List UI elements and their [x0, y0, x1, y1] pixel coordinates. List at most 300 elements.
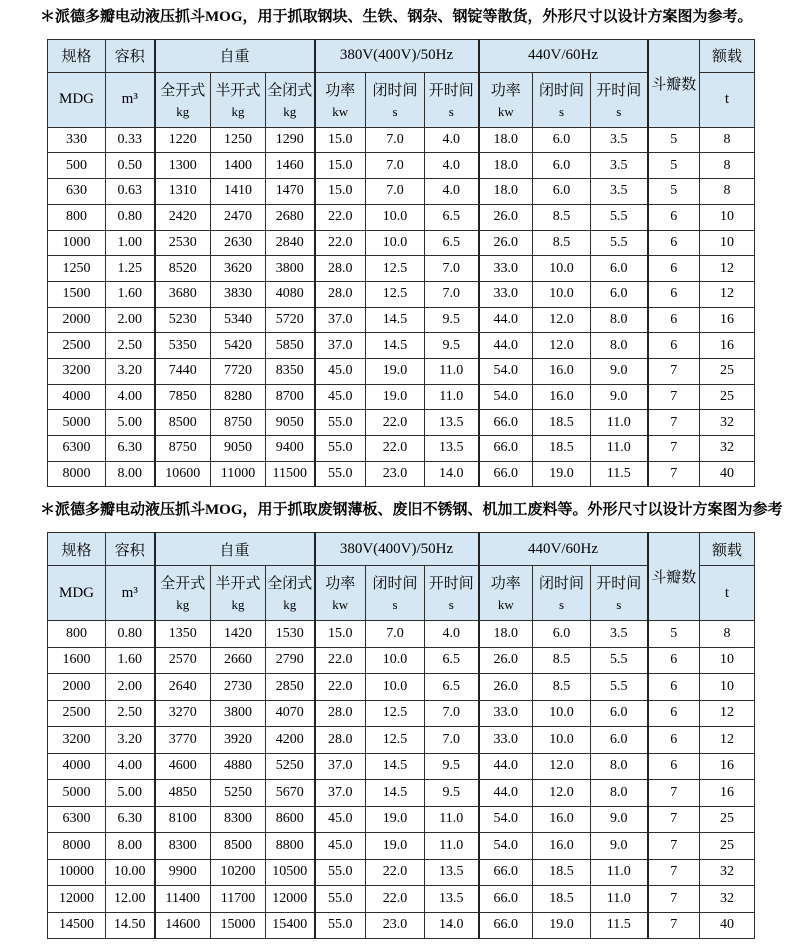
cell: 18.5 [533, 410, 591, 436]
cell: 22.0 [366, 859, 425, 886]
cell: 3.5 [591, 179, 648, 205]
cell: 12.0 [533, 753, 591, 780]
col-power-380 [315, 72, 366, 127]
cell: 11.0 [591, 410, 648, 436]
cell: 55.0 [315, 912, 366, 939]
cell: 5.5 [591, 204, 648, 230]
table1-header [48, 39, 755, 127]
cell: 4200 [266, 727, 315, 754]
cell: 500 [48, 153, 106, 179]
col-group-deadweight: 自重 [155, 39, 315, 72]
table-row [48, 436, 755, 462]
table1-caption: ＊派德多瓣电动液压抓斗MOG，用于抓取钢块、生铁、钢杂、钢锭等散货，外形尺寸以设计方案图为参考。 [40, 9, 753, 25]
cell: 6.0 [591, 727, 648, 754]
cell: 5850 [266, 333, 315, 359]
cell: 32 [700, 886, 755, 913]
cell: 7 [648, 886, 700, 913]
cell: 5340 [211, 307, 266, 333]
table-row [48, 806, 755, 833]
cell: 23.0 [366, 461, 425, 487]
cell: 2.00 [106, 307, 155, 333]
cell: 44.0 [479, 307, 533, 333]
cell: 8300 [155, 833, 211, 860]
cell: 5230 [155, 307, 211, 333]
cell: 6 [648, 647, 700, 674]
col-open-time-380-unit: s [448, 597, 454, 613]
cell: 7.0 [366, 153, 425, 179]
col-load-unit: t [700, 72, 755, 127]
col-petal-count: 斗瓣数 [648, 39, 700, 127]
cell: 8800 [266, 833, 315, 860]
cell: 14500 [48, 912, 106, 939]
col-close-time-440-unit: s [558, 597, 565, 613]
cell: 1310 [155, 179, 211, 205]
cell: 8.0 [591, 780, 648, 807]
table-row [48, 859, 755, 886]
cell: 18.0 [479, 127, 533, 153]
cell: 7 [648, 833, 700, 860]
table2-caption: ＊派德多瓣电动液压抓斗MOG，用于抓取废钢薄板、废旧不锈钢、机加工废料等。外形尺寸以设计方案图为参考 [40, 502, 783, 519]
table-row [48, 333, 755, 359]
cell: 28.0 [315, 281, 366, 307]
col-half-open-unit: kg [231, 104, 245, 120]
table-row [48, 153, 755, 179]
cell: 7.0 [366, 127, 425, 153]
cell: 12000 [48, 886, 106, 913]
col-rated-load: 额载 [700, 39, 755, 72]
cell: 8 [700, 127, 755, 153]
col-rated-load: 额载 [700, 533, 755, 566]
cell: 4000 [48, 753, 106, 780]
cell: 12.5 [366, 256, 425, 282]
cell: 6.5 [425, 647, 479, 674]
cell: 55.0 [315, 461, 366, 487]
cell: 5000 [48, 780, 106, 807]
col-capacity-unit: m³ [106, 566, 155, 621]
cell: 13.5 [425, 886, 479, 913]
cell: 13.5 [425, 410, 479, 436]
table-row [48, 674, 755, 701]
cell: 54.0 [479, 358, 533, 384]
cell: 8750 [155, 436, 211, 462]
cell: 15.0 [315, 153, 366, 179]
cell: 8 [700, 179, 755, 205]
cell: 15.0 [315, 127, 366, 153]
cell: 28.0 [315, 256, 366, 282]
cell: 7440 [155, 358, 211, 384]
cell: 44.0 [479, 780, 533, 807]
cell: 45.0 [315, 806, 366, 833]
col-close-time-380-label: 闭时间 [372, 82, 418, 99]
table-row [48, 753, 755, 780]
cell: 2470 [211, 204, 266, 230]
cell: 12.00 [106, 886, 155, 913]
table-row [48, 833, 755, 860]
cell: 18.5 [533, 859, 591, 886]
cell: 18.0 [479, 621, 533, 648]
cell: 5000 [48, 410, 106, 436]
cell: 1.00 [106, 230, 155, 256]
cell: 6 [648, 256, 700, 282]
cell: 15.0 [315, 621, 366, 648]
cell: 16.0 [533, 833, 591, 860]
cell: 6 [648, 307, 700, 333]
cell: 800 [48, 621, 106, 648]
cell: 8.0 [591, 333, 648, 359]
cell: 1290 [266, 127, 315, 153]
cell: 10.0 [366, 204, 425, 230]
cell: 22.0 [366, 886, 425, 913]
cell: 9.5 [425, 307, 479, 333]
cell: 5 [648, 153, 700, 179]
table-row [48, 358, 755, 384]
cell: 3770 [155, 727, 211, 754]
cell: 10500 [266, 859, 315, 886]
cell: 6 [648, 700, 700, 727]
cell: 11700 [211, 886, 266, 913]
cell: 16 [700, 307, 755, 333]
cell: 8500 [211, 833, 266, 860]
cell: 1350 [155, 621, 211, 648]
cell: 7.0 [366, 179, 425, 205]
col-open-time-440 [591, 566, 648, 621]
cell: 8.5 [533, 647, 591, 674]
cell: 3800 [266, 256, 315, 282]
cell: 33.0 [479, 281, 533, 307]
cell: 10 [700, 674, 755, 701]
col-close-time-440-label: 闭时间 [539, 575, 585, 592]
cell: 5.5 [591, 230, 648, 256]
cell: 2500 [48, 700, 106, 727]
col-group-440v: 440V/60Hz [479, 533, 648, 566]
cell: 22.0 [315, 647, 366, 674]
cell: 5.00 [106, 410, 155, 436]
cell: 40 [700, 461, 755, 487]
cell: 15000 [211, 912, 266, 939]
cell: 2630 [211, 230, 266, 256]
cell: 2500 [48, 333, 106, 359]
cell: 11.0 [425, 806, 479, 833]
cell: 4.0 [425, 127, 479, 153]
cell: 66.0 [479, 461, 533, 487]
cell: 8 [700, 621, 755, 648]
cell: 16 [700, 753, 755, 780]
cell: 8300 [211, 806, 266, 833]
cell: 8.0 [591, 753, 648, 780]
cell: 12 [700, 281, 755, 307]
col-close-time-380-unit: s [392, 104, 398, 120]
cell: 330 [48, 127, 106, 153]
col-group-440v: 440V/60Hz [479, 39, 648, 72]
cell: 33.0 [479, 727, 533, 754]
col-open-time-380-label: 开时间 [428, 575, 474, 592]
cell: 11000 [211, 461, 266, 487]
cell: 6.30 [106, 436, 155, 462]
table-row [48, 307, 755, 333]
cell: 11.0 [591, 886, 648, 913]
table-row [48, 700, 755, 727]
cell: 5.5 [591, 674, 648, 701]
cell: 1420 [211, 621, 266, 648]
cell: 19.0 [366, 806, 425, 833]
cell: 6.0 [533, 127, 591, 153]
cell: 6.30 [106, 806, 155, 833]
cell: 12.0 [533, 780, 591, 807]
cell: 19.0 [366, 384, 425, 410]
col-group-deadweight: 自重 [155, 533, 315, 566]
col-group-380v: 380V(400V)/50Hz [315, 533, 479, 566]
cell: 19.0 [533, 461, 591, 487]
cell: 8 [700, 153, 755, 179]
cell: 37.0 [315, 780, 366, 807]
cell: 5 [648, 127, 700, 153]
header-row-groups [48, 533, 755, 566]
cell: 54.0 [479, 384, 533, 410]
section-scrap-sheet [0, 487, 800, 939]
col-close-time-440-label: 闭时间 [539, 82, 585, 99]
cell: 5.5 [591, 647, 648, 674]
cell: 10 [700, 230, 755, 256]
cell: 1250 [48, 256, 106, 282]
cell: 8750 [211, 410, 266, 436]
cell: 7 [648, 912, 700, 939]
cell: 7 [648, 780, 700, 807]
cell: 5 [648, 179, 700, 205]
cell: 6.0 [533, 621, 591, 648]
col-open-time-440-label: 开时间 [596, 82, 642, 99]
cell: 10.0 [533, 281, 591, 307]
col-open-time-440 [591, 72, 648, 127]
cell: 5250 [211, 780, 266, 807]
cell: 6.0 [591, 700, 648, 727]
cell: 1.60 [106, 281, 155, 307]
cell: 14600 [155, 912, 211, 939]
cell: 55.0 [315, 436, 366, 462]
cell: 0.63 [106, 179, 155, 205]
cell: 8.00 [106, 461, 155, 487]
cell: 6 [648, 727, 700, 754]
col-open-time-440-unit: s [616, 104, 622, 120]
col-spec-unit: MDG [48, 72, 106, 127]
cell: 10.0 [533, 700, 591, 727]
table2-body [48, 621, 755, 939]
table-row [48, 727, 755, 754]
cell: 11.0 [425, 358, 479, 384]
col-power-380-unit: kw [332, 104, 349, 120]
cell: 45.0 [315, 358, 366, 384]
col-load-unit: t [700, 566, 755, 621]
cell: 25 [700, 806, 755, 833]
cell: 2680 [266, 204, 315, 230]
cell: 3620 [211, 256, 266, 282]
cell: 10.0 [533, 256, 591, 282]
cell: 8.00 [106, 833, 155, 860]
cell: 6.0 [591, 281, 648, 307]
col-spec-unit: MDG [48, 566, 106, 621]
cell: 25 [700, 384, 755, 410]
cell: 7720 [211, 358, 266, 384]
col-full-open-label: 全开式 [160, 575, 206, 592]
cell: 800 [48, 204, 106, 230]
col-half-open-unit: kg [231, 597, 245, 613]
col-power-440-unit: kw [497, 104, 514, 120]
cell: 2.50 [106, 700, 155, 727]
cell: 7 [648, 436, 700, 462]
col-power-440 [479, 566, 533, 621]
cell: 6.0 [533, 153, 591, 179]
cell: 18.5 [533, 436, 591, 462]
cell: 37.0 [315, 753, 366, 780]
cell: 23.0 [366, 912, 425, 939]
col-close-time-380-label: 闭时间 [372, 575, 418, 592]
cell: 6 [648, 753, 700, 780]
cell: 14.5 [366, 753, 425, 780]
cell: 1470 [266, 179, 315, 205]
cell: 10.0 [366, 674, 425, 701]
cell: 8700 [266, 384, 315, 410]
spec-table-1 [47, 39, 755, 488]
cell: 4.0 [425, 179, 479, 205]
cell: 28.0 [315, 700, 366, 727]
col-power-380-label: 功率 [325, 575, 356, 592]
cell: 22.0 [315, 204, 366, 230]
cell: 22.0 [366, 436, 425, 462]
cell: 3830 [211, 281, 266, 307]
cell: 45.0 [315, 384, 366, 410]
cell: 0.33 [106, 127, 155, 153]
cell: 26.0 [479, 674, 533, 701]
col-close-time-440-unit: s [558, 104, 565, 120]
table-row [48, 621, 755, 648]
cell: 12.0 [533, 307, 591, 333]
cell: 2570 [155, 647, 211, 674]
col-full-open [155, 566, 211, 621]
cell: 5250 [266, 753, 315, 780]
cell: 8.5 [533, 204, 591, 230]
col-full-closed [266, 72, 315, 127]
cell: 2.00 [106, 674, 155, 701]
cell: 1530 [266, 621, 315, 648]
cell: 26.0 [479, 230, 533, 256]
cell: 19.0 [366, 833, 425, 860]
cell: 12 [700, 700, 755, 727]
table-row [48, 204, 755, 230]
cell: 15400 [266, 912, 315, 939]
cell: 7850 [155, 384, 211, 410]
cell: 2730 [211, 674, 266, 701]
cell: 2420 [155, 204, 211, 230]
cell: 5670 [266, 780, 315, 807]
cell: 55.0 [315, 410, 366, 436]
cell: 9400 [266, 436, 315, 462]
cell: 9.0 [591, 833, 648, 860]
cell: 15.0 [315, 179, 366, 205]
cell: 1460 [266, 153, 315, 179]
cell: 11.5 [591, 912, 648, 939]
table2-header [48, 533, 755, 621]
cell: 6300 [48, 436, 106, 462]
cell: 10.0 [366, 230, 425, 256]
cell: 4880 [211, 753, 266, 780]
cell: 54.0 [479, 806, 533, 833]
cell: 66.0 [479, 912, 533, 939]
col-power-380-label: 功率 [325, 82, 356, 99]
cell: 11.0 [425, 833, 479, 860]
col-close-time-440 [533, 72, 591, 127]
cell: 10 [700, 647, 755, 674]
cell: 10 [700, 204, 755, 230]
cell: 11.5 [591, 461, 648, 487]
cell: 6 [648, 674, 700, 701]
table-row [48, 256, 755, 282]
cell: 7.0 [425, 281, 479, 307]
cell: 22.0 [315, 674, 366, 701]
cell: 1300 [155, 153, 211, 179]
cell: 18.5 [533, 886, 591, 913]
cell: 9050 [211, 436, 266, 462]
cell: 28.0 [315, 727, 366, 754]
cell: 8350 [266, 358, 315, 384]
cell: 26.0 [479, 647, 533, 674]
header-row-groups [48, 39, 755, 72]
cell: 13.5 [425, 436, 479, 462]
col-power-440-label: 功率 [490, 575, 521, 592]
col-power-380 [315, 566, 366, 621]
cell: 9.5 [425, 780, 479, 807]
table-row [48, 230, 755, 256]
cell: 6.5 [425, 230, 479, 256]
cell: 14.5 [366, 307, 425, 333]
cell: 6.0 [591, 256, 648, 282]
cell: 11.0 [591, 436, 648, 462]
col-close-time-440 [533, 566, 591, 621]
cell: 11.0 [425, 384, 479, 410]
cell: 10200 [211, 859, 266, 886]
cell: 10000 [48, 859, 106, 886]
cell: 1500 [48, 281, 106, 307]
table-row [48, 780, 755, 807]
cell: 16.0 [533, 358, 591, 384]
table-row [48, 461, 755, 487]
table-row [48, 410, 755, 436]
cell: 2790 [266, 647, 315, 674]
cell: 10.0 [366, 647, 425, 674]
cell: 19.0 [366, 358, 425, 384]
cell: 1400 [211, 153, 266, 179]
cell: 14.50 [106, 912, 155, 939]
cell: 7.0 [425, 727, 479, 754]
cell: 32 [700, 859, 755, 886]
cell: 7 [648, 358, 700, 384]
cell: 3200 [48, 727, 106, 754]
cell: 10.0 [533, 727, 591, 754]
cell: 1.25 [106, 256, 155, 282]
cell: 55.0 [315, 859, 366, 886]
cell: 7.0 [425, 256, 479, 282]
cell: 9900 [155, 859, 211, 886]
cell: 37.0 [315, 307, 366, 333]
cell: 25 [700, 833, 755, 860]
cell: 55.0 [315, 886, 366, 913]
cell: 2000 [48, 307, 106, 333]
cell: 1.60 [106, 647, 155, 674]
cell: 45.0 [315, 833, 366, 860]
cell: 8520 [155, 256, 211, 282]
cell: 54.0 [479, 833, 533, 860]
table-row [48, 886, 755, 913]
cell: 12 [700, 727, 755, 754]
cell: 12.5 [366, 700, 425, 727]
